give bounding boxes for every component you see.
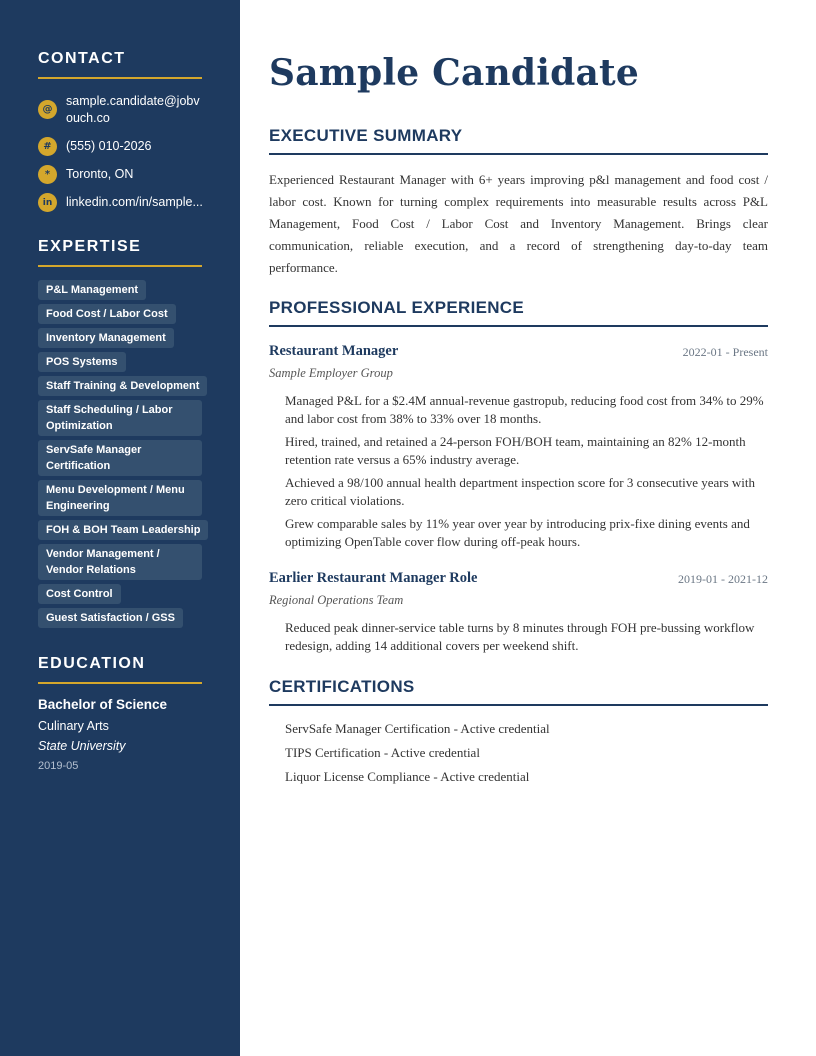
sidebar (0, 0, 240, 1056)
job-company: Regional Operations Team (269, 593, 404, 607)
job-bullet: Grew comparable sales by 11% year over year by introducing prix-fixe dining events and optimizing OpenTable cover flow during off-peak hours. (285, 516, 750, 549)
expertise-tag: Vendor Management / Vendor Relations (38, 544, 202, 580)
summary-heading: EXECUTIVE SUMMARY (269, 126, 463, 145)
experience-heading: PROFESSIONAL EXPERIENCE (269, 298, 525, 317)
education-divider (38, 682, 202, 684)
contact-linkedin: linkedin.com/in/sample... (66, 195, 203, 209)
education-date: 2019-05 (38, 760, 79, 772)
contact-item-location (38, 165, 208, 184)
expertise-tag: ServSafe Manager Certification (38, 440, 202, 476)
job-dates: 2019-01 - 2021-12 (678, 572, 768, 586)
certifications-heading: CERTIFICATIONS (269, 677, 415, 696)
job-bullets (285, 392, 770, 556)
contact-item-linkedin[interactable] (38, 193, 208, 212)
candidate-name: Sample Candidate (269, 52, 639, 94)
summary-divider (269, 153, 768, 155)
email-icon: @ (38, 100, 57, 119)
certification-item: Liquor License Compliance - Active credential (285, 769, 530, 784)
expertise-tag: POS Systems (38, 352, 126, 372)
education-degree: Bachelor of Science (38, 697, 168, 712)
certification-item: ServSafe Manager Certification - Active credential (285, 721, 550, 736)
phone-icon: # (38, 137, 57, 156)
expertise-tag: Menu Development / Menu Engineering (38, 480, 202, 516)
job-bullet: Managed P&L for a $2.4M annual-revenue gastropub, reducing food cost from 34% to 29% and labor cost from 38% to 33% over 18 months. (285, 393, 764, 426)
job-company: Sample Employer Group (269, 366, 393, 380)
job-bullet: Hired, trained, and retained a 24-person FOH/BOH team, maintaining an 82% 12-month retention rate versus a 65% industry average. (285, 434, 746, 467)
expertise-tag: FOH & BOH Team Leadership (38, 520, 208, 540)
location-icon: * (38, 165, 57, 184)
experience-divider (269, 325, 768, 327)
expertise-section (38, 238, 202, 267)
contact-item-email[interactable] (38, 93, 208, 127)
contact-location: Toronto, ON (66, 167, 134, 181)
job-bullet: Reduced peak dinner-service table turns by 8 minutes through FOH pre-bussing workflow redesign, adding 14 additional covers per weekend shift. (285, 620, 755, 653)
contact-email: sample.candidate@jobvouch.co (66, 94, 200, 125)
contact-divider (38, 77, 202, 79)
education-field: Culinary Arts (38, 719, 109, 733)
job-bullet: Achieved a 98/100 annual health department inspection score for 3 consecutive years with zero critical violations. (285, 475, 756, 508)
contact-item-phone[interactable] (38, 137, 208, 156)
expertise-divider (38, 265, 202, 267)
expertise-tag: Food Cost / Labor Cost (38, 304, 176, 324)
contact-section (38, 50, 202, 79)
certifications-divider (269, 704, 768, 706)
education-school: State University (38, 739, 126, 753)
contact-phone: (555) 010-2026 (66, 139, 152, 153)
expertise-tag: P&L Management (38, 280, 146, 300)
summary-text: Experienced Restaurant Manager with 6+ years improving p&l management and food cost / labor cost. Known for turning complex requirements into measurable results across P&L Management, Food Cost / Labor Cost and Inventory Management. Brings clear communication, reliable execution, and a record of strengthening day-to-day team performance. (269, 172, 768, 275)
education-heading: EDUCATION (38, 655, 146, 672)
job-bullets (285, 619, 770, 660)
contact-heading: CONTACT (38, 50, 126, 67)
job-dates: 2022-01 - Present (682, 345, 768, 359)
linkedin-icon: in (38, 193, 57, 212)
expertise-tag: Cost Control (38, 584, 121, 604)
job-title: Earlier Restaurant Manager Role (269, 570, 478, 586)
education-section (38, 655, 202, 684)
expertise-tag: Inventory Management (38, 328, 174, 348)
expertise-tag: Staff Scheduling / Labor Optimization (38, 400, 202, 436)
expertise-tag: Guest Satisfaction / GSS (38, 608, 183, 628)
expertise-tag: Staff Training & Development (38, 376, 207, 396)
certification-item: TIPS Certification - Active credential (285, 745, 480, 760)
expertise-heading: EXPERTISE (38, 238, 142, 255)
job-title: Restaurant Manager (269, 343, 399, 359)
